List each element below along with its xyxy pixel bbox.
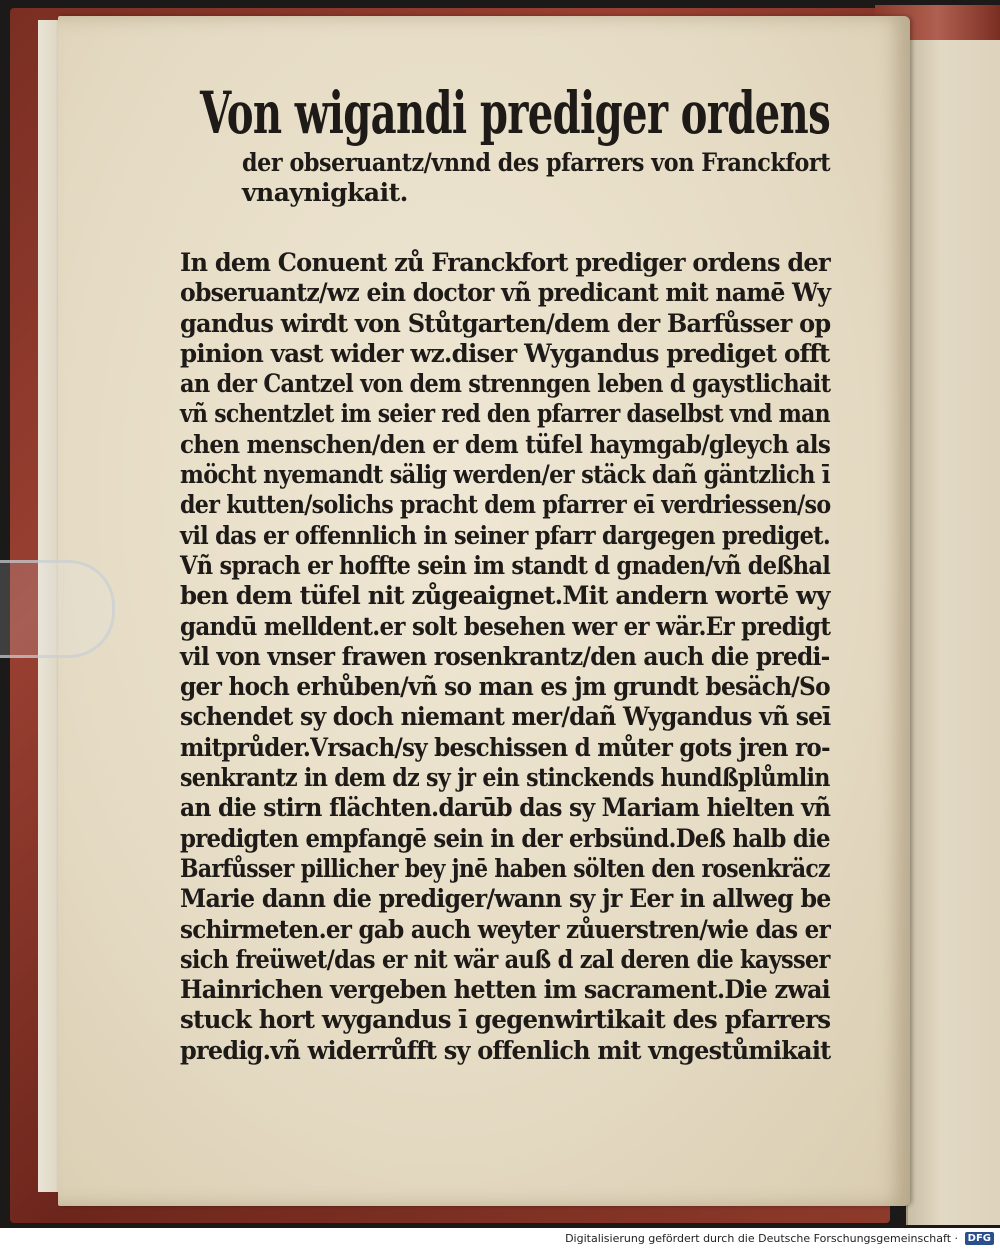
text-line: ger hoch erhůben/vñ so man es jm grundt besäch/So (180, 672, 830, 702)
text-line: mitprůder.Vrsach/sy beschissen d můter gots jren ro- (180, 732, 830, 762)
subheading-line: der obseruantz/vnnd des pfarrers von Franckfort (242, 148, 831, 177)
body-text (180, 248, 830, 1066)
text-line: möcht nyemandt sälig werden/er stäck dañ gäntzlich ī (180, 460, 830, 490)
text-line: schirmeten.er gab auch weyter zůuerstren/wie das er (180, 914, 831, 944)
text-line: an der Cantzel von dem strenngen leben d gaystlichait (180, 369, 831, 399)
dfg-logo: DFG (965, 1232, 994, 1245)
text-line: sich freüwet/das er nit wär auß d zal deren die kaysser (180, 944, 830, 974)
text-line: predig.vñ widerrůfft sy offenlich mit vngestůmikait (180, 1035, 831, 1065)
text-line: pinion vast wider wz.diser Wygandus prediget offt (180, 338, 830, 368)
text-block (180, 78, 830, 1066)
page-heading: Von wigandi prediger ordens (200, 79, 831, 147)
text-line: predigten empfangē sein in der erbsünd.Deß halb die (180, 823, 830, 853)
text-line: der kutten/solichs pracht dem pfarrer eī verdriessen/so (180, 490, 831, 520)
text-line: Barfůsser pillicher bey jnē haben sölten den rosenkräcz (180, 853, 830, 883)
text-line: Vñ sprach er hoffte sein im standt d gnaden/vñ deßhal (180, 550, 831, 580)
text-line: vñ schentzlet im seier red den pfarrer daselbst vnd man (180, 399, 830, 429)
subheading-line: vnaynigkait. (242, 178, 408, 207)
footer-credit: Digitalisierung gefördert durch die Deutsche Forschungsgemeinschaft · (565, 1232, 958, 1245)
text-line: In dem Conuent zů Franckfort prediger ordens der (180, 248, 830, 277)
text-line: gandus wirdt von Stůtgarten/dem der Barfůsser op (180, 308, 831, 338)
text-line: senkrantz in dem dz sy jr ein stinckends hundßplůmlin (180, 763, 830, 793)
facing-page (906, 40, 1000, 1225)
text-line: obseruantz/wz ein doctor vñ predicant mit namē Wy (180, 278, 831, 308)
plastic-clip (0, 560, 115, 658)
text-line: ben dem tüfel nit zůgeaignet.Mit andern wortē wy (180, 581, 830, 611)
text-line: Marie dann die prediger/wann sy jr Eer in allweg be (180, 884, 831, 914)
text-line: chen menschen/den er dem tüfel haymgab/gleych als (180, 429, 831, 459)
text-line: Hainrichen vergeben hetten im sacrament.Die zwai (180, 975, 830, 1005)
footer-bar (0, 1228, 1000, 1251)
text-line: vil von vnser frawen rosenkrantz/den auch die predi- (180, 641, 830, 671)
text-line: schendet sy doch niemant mer/dañ Wygandus vñ seī (180, 702, 831, 732)
text-line: an die stirn flächten.darūb das sy Mariam hielten vñ (180, 793, 831, 823)
text-line: vil das er offennlich in seiner pfarr dargegen prediget. (180, 520, 830, 550)
text-line: stuck hort wygandus ī gegenwirtikait des pfarrers (180, 1005, 831, 1035)
text-line: gandū melldent.er solt besehen wer er wär.Er predigt (180, 611, 831, 641)
